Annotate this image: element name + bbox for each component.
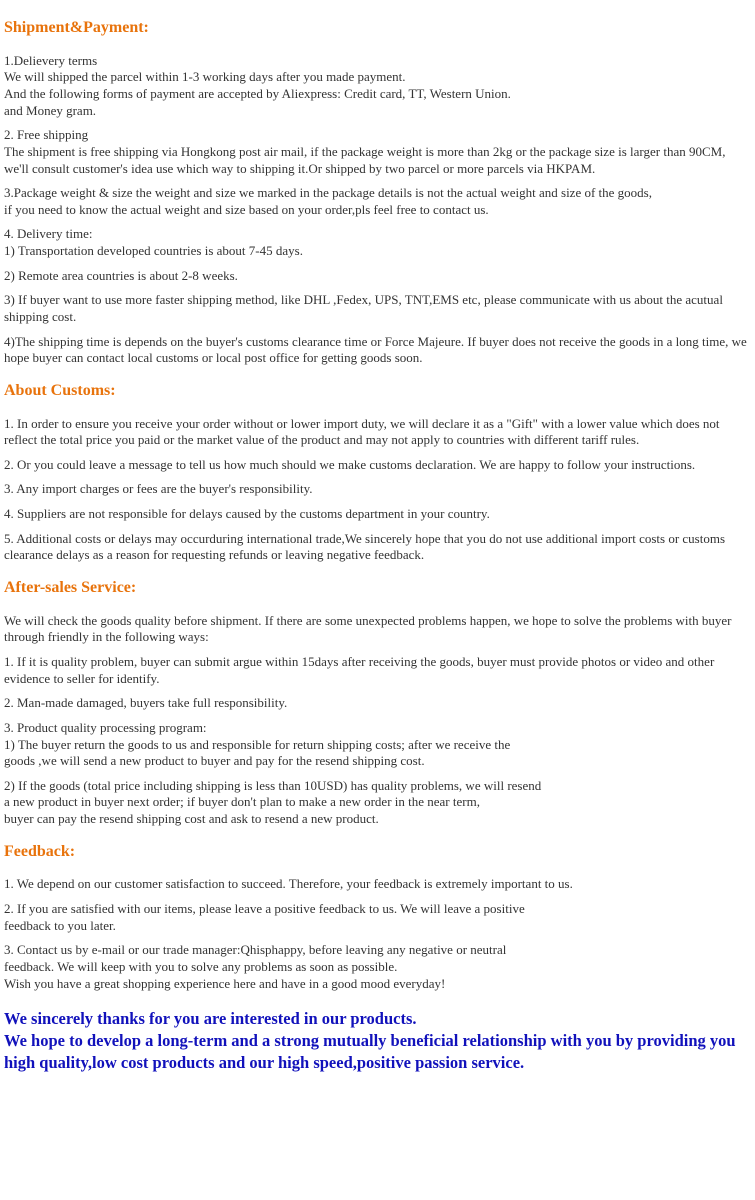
- paragraph: [4, 613, 751, 646]
- spacer: [4, 326, 751, 334]
- paragraph: [4, 876, 751, 893]
- spacer: [4, 260, 751, 268]
- paragraph: [4, 481, 751, 498]
- paragraph-line: 1) The buyer return the goods to us and responsible for return shipping costs; after we receive the: [4, 736, 511, 752]
- closing-statement: [4, 1008, 751, 1074]
- paragraph: [4, 654, 751, 687]
- paragraph: [4, 127, 751, 177]
- spacer: [4, 449, 751, 457]
- section: [4, 578, 751, 828]
- paragraph-line: 4. Delivery time:: [4, 226, 93, 242]
- spacer: [4, 473, 751, 481]
- sections-container: [4, 18, 751, 992]
- paragraph-line: 3.Package weight & size the weight and size we marked in the package details is not the actual weight and size of the goods,: [4, 185, 652, 201]
- paragraph: [4, 901, 751, 934]
- spacer: [4, 402, 751, 416]
- paragraph: [4, 506, 751, 523]
- section-heading: After-sales Service:: [4, 578, 137, 596]
- paragraph: [4, 185, 751, 218]
- section: [4, 18, 751, 367]
- spacer: [4, 523, 751, 531]
- paragraph-line: 3. Product quality processing program:: [4, 719, 207, 735]
- spacer: [4, 646, 751, 654]
- paragraph: [4, 226, 751, 259]
- paragraph: [4, 531, 751, 564]
- paragraph-line: 2. Or you could leave a message to tell us how much should we make customs declaration. We are happy to follow your instructions.: [4, 456, 696, 472]
- paragraph-line: feedback to you later.: [4, 917, 116, 933]
- paragraph: [4, 942, 751, 992]
- paragraph-line: 3) If buyer want to use more faster shipping method, like DHL ,Fedex, UPS, TNT,EMS etc, please communicate with us about the acutual shipping cost.: [4, 292, 723, 324]
- section-heading: Feedback:: [4, 842, 76, 860]
- closing-line: We hope to develop a long-term and a strong mutually beneficial relationship with you by providing you high quality,low cost products and our high speed,positive passion service.: [4, 1031, 736, 1073]
- paragraph: [4, 720, 751, 770]
- paragraph-line: and Money gram.: [4, 102, 97, 118]
- paragraph-line: The shipment is free shipping via Hongkong post air mail, if the package weight is more than 2kg or the package size is larger than 90CM, we'll consult customer's idea use which way to shipping it.Or shipped by two parcel or more parcels via HKPAM.: [4, 143, 726, 176]
- paragraph-line: buyer can pay the resend shipping cost and ask to resend a new product.: [4, 811, 379, 827]
- paragraph-line: goods ,we will send a new product to buyer and pay for the resend shipping cost.: [4, 753, 425, 769]
- section: [4, 381, 751, 564]
- paragraph-line: 2) Remote area countries is about 2-8 weeks.: [4, 267, 238, 283]
- paragraph-line: 1) Transportation developed countries is about 7-45 days.: [4, 243, 303, 259]
- spacer: [4, 498, 751, 506]
- paragraph-line: And the following forms of payment are accepted by Aliexpress: Credit card, TT, Western Union.: [4, 86, 511, 102]
- spacer: [4, 39, 751, 53]
- paragraph-line: if you need to know the actual weight and size based on your order,pls feel free to contact us.: [4, 201, 489, 217]
- paragraph-line: 3. Any import charges or fees are the buyer's responsibility.: [4, 481, 313, 497]
- section: [4, 842, 751, 993]
- paragraph: [4, 268, 751, 285]
- spacer: [4, 893, 751, 901]
- closing-line: We sincerely thanks for you are interested in our products.: [4, 1009, 417, 1029]
- paragraph-line: We will shipped the parcel within 1-3 working days after you made payment.: [4, 69, 406, 85]
- section-heading: About Customs:: [4, 381, 116, 399]
- paragraph-line: 4. Suppliers are not responsible for delays caused by the customs department in your country.: [4, 506, 490, 522]
- spacer: [4, 770, 751, 778]
- paragraph-line: 5. Additional costs or delays may occurduring international trade,We sincerely hope that you do not use additional import costs or customs clearance delays as a reason for requesting refunds or leaving negative feedback.: [4, 530, 726, 563]
- paragraph-line: 4)The shipping time is depends on the buyer's customs clearance time or Force Majeure. If buyer does not receive the goods in a long time, we hope buyer can contact local customs or local post office for getting goods soon.: [4, 333, 747, 366]
- paragraph-line: 2. Man-made damaged, buyers take full responsibility.: [4, 695, 288, 711]
- paragraph-line: feedback. We will keep with you to solve any problems as soon as possible.: [4, 958, 398, 974]
- paragraph-line: a new product in buyer next order; if buyer don't plan to make a new order in the near term,: [4, 794, 480, 810]
- paragraph-line: 2. Free shipping: [4, 127, 89, 143]
- paragraph-line: 1. In order to ensure you receive your order without or lower import duty, we will declare it as a "Gift" with a lower value which does not reflect the total price you paid or the market value of the product and may not apply to countries with different tariff rules.: [4, 415, 720, 448]
- paragraph: [4, 334, 751, 367]
- paragraph-line: 1. If it is quality problem, buyer can submit argue within 15days after receiving the goods, buyer must provide photos or video and other evidence to seller for identify.: [4, 654, 715, 686]
- spacer: [4, 862, 751, 876]
- paragraph-line: 2) If the goods (total price including shipping is less than 10USD) has quality problems, we will resend: [4, 777, 542, 793]
- paragraph: [4, 457, 751, 474]
- paragraph: [4, 778, 751, 828]
- section-heading: Shipment&Payment:: [4, 19, 149, 36]
- paragraph-line: We will check the goods quality before shipment. If there are some unexpected problems happen, we hope to solve the problems with buyer through friendly in the following ways:: [4, 612, 732, 645]
- paragraph-line: 1. We depend on our customer satisfaction to succeed. Therefore, your feedback is extremely important to us.: [4, 876, 573, 892]
- spacer: [4, 218, 751, 226]
- paragraph: [4, 416, 751, 449]
- paragraph: [4, 292, 751, 325]
- spacer: [4, 119, 751, 127]
- paragraph: [4, 53, 751, 120]
- paragraph: [4, 695, 751, 712]
- paragraph-line: Wish you have a great shopping experience here and have in a good mood everyday!: [4, 975, 446, 991]
- spacer: [4, 177, 751, 185]
- spacer: [4, 712, 751, 720]
- paragraph-line: 3. Contact us by e-mail or our trade manager:Qhisphappy, before leaving any negative or neutral: [4, 942, 507, 958]
- spacer: [4, 934, 751, 942]
- spacer: [4, 687, 751, 695]
- spacer: [4, 284, 751, 292]
- paragraph-line: 1.Delievery terms: [4, 52, 98, 68]
- spacer: [4, 599, 751, 613]
- paragraph-line: 2. If you are satisfied with our items, please leave a positive feedback to us. We will leave a positive: [4, 901, 525, 917]
